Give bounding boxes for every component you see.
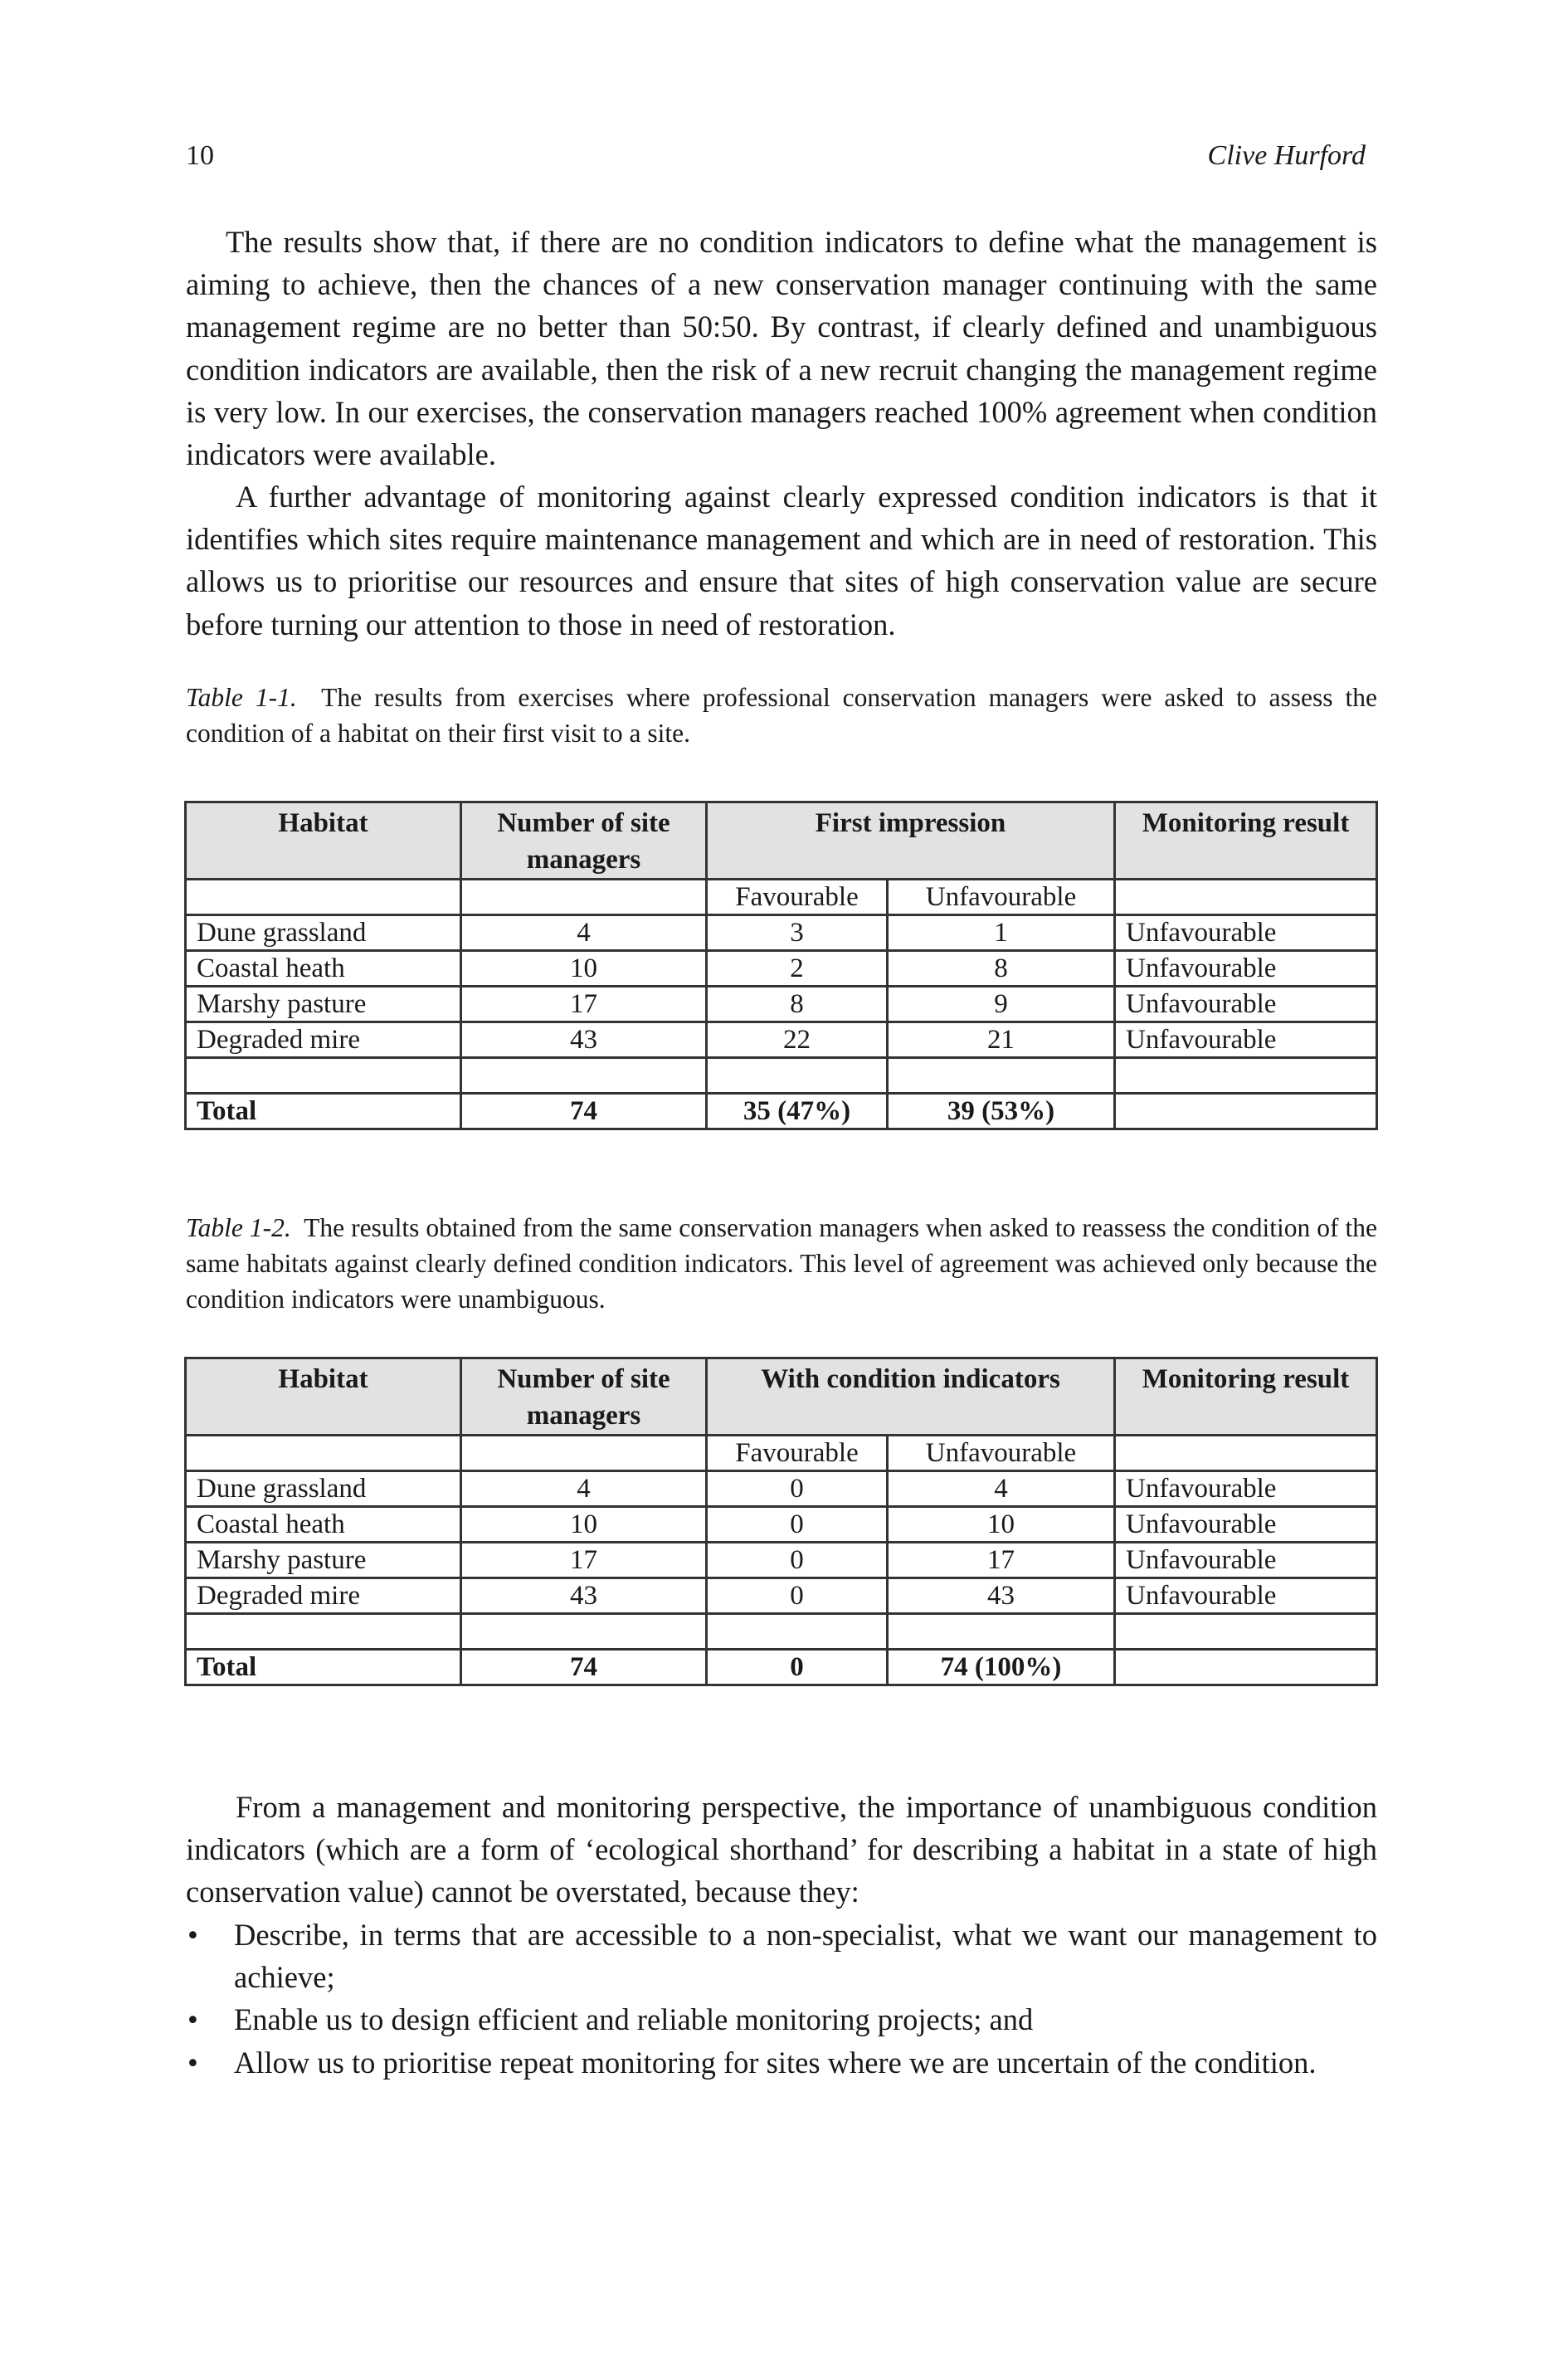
table-2-total-label: Total <box>186 1650 461 1685</box>
table-cell: 9 <box>888 987 1115 1022</box>
table-cell: 0 <box>707 1578 888 1614</box>
table-cell: 43 <box>461 1578 707 1614</box>
running-head-author: Clive Hurford <box>1207 140 1366 171</box>
table-2-total-managers: 74 <box>461 1650 707 1685</box>
bullet-icon: • <box>187 1918 198 1952</box>
table-cell: Dune grassland <box>186 1471 461 1507</box>
table-cell: 4 <box>888 1471 1115 1507</box>
table-row <box>186 987 1377 1022</box>
page-header <box>186 138 1377 174</box>
table-cell: Dune grassland <box>186 915 461 951</box>
table-2-caption-label: Table 1-2. <box>186 1213 291 1242</box>
table-2-caption-text: The results obtained from the same conservation managers when asked to reassess the condition of the same habitats against clearly defined condition indicators. This level of agreement was achieved only because the condition indicators were unambiguous. <box>186 1213 1377 1314</box>
table-1-subheader-unfavourable: Unfavourable <box>888 880 1115 915</box>
table-2-total-row <box>186 1650 1377 1685</box>
table-cell: 8 <box>707 987 888 1022</box>
table-2 <box>184 1357 1378 1686</box>
table-1-total-row <box>186 1094 1377 1129</box>
bullet-text: Describe, in terms that are accessible to a non-specialist, what we want our management to achieve; <box>234 1918 1377 1995</box>
table-row <box>186 1022 1377 1058</box>
table-2-header-with-condition-indicators: With condition indicators <box>707 1358 1115 1436</box>
bullet-text: Allow us to prioritise repeat monitoring for sites where we are uncertain of the condition. <box>234 2045 1317 2080</box>
table-cell: 0 <box>707 1543 888 1578</box>
table-1-caption-text: The results from exercises where professional conservation managers were asked to assess the condition of a habitat on their first visit to a site. <box>186 683 1377 748</box>
table-row <box>186 951 1377 987</box>
table-cell: 4 <box>461 1471 707 1507</box>
table-1-total-favourable: 35 (47%) <box>707 1094 888 1129</box>
table-cell: Unfavourable <box>1115 951 1377 987</box>
table-2-header-habitat: Habitat <box>186 1358 461 1436</box>
bullet-icon: • <box>187 2045 198 2080</box>
table-cell: 17 <box>888 1543 1115 1578</box>
table-cell: Unfavourable <box>1115 915 1377 951</box>
benefits-bullet-list <box>186 1914 1377 2084</box>
table-row <box>186 1507 1377 1543</box>
table-1-header-managers: Number of site managers <box>461 802 707 880</box>
table-1-total-label: Total <box>186 1094 461 1129</box>
table-cell: Unfavourable <box>1115 1471 1377 1507</box>
table-1-header-habitat: Habitat <box>186 802 461 880</box>
table-cell: Marshy pasture <box>186 987 461 1022</box>
table-cell: 43 <box>461 1022 707 1058</box>
table-1-caption <box>186 680 1377 751</box>
table-cell: 10 <box>888 1507 1115 1543</box>
table-2-total-unfavourable: 74 (100%) <box>888 1650 1115 1685</box>
list-item <box>186 1914 1377 1998</box>
table-1-subheader-favourable: Favourable <box>707 880 888 915</box>
table-cell: Unfavourable <box>1115 1543 1377 1578</box>
table-2-header-managers: Number of site managers <box>461 1358 707 1436</box>
table-cell: Unfavourable <box>1115 1578 1377 1614</box>
table-cell: 2 <box>707 951 888 987</box>
table-cell: 4 <box>461 915 707 951</box>
table-1-header-monitoring-result: Monitoring result <box>1115 802 1377 880</box>
table-cell: Degraded mire <box>186 1022 461 1058</box>
table-cell: Coastal heath <box>186 951 461 987</box>
table-cell: Degraded mire <box>186 1578 461 1614</box>
table-2-subheader-unfavourable: Unfavourable <box>888 1436 1115 1471</box>
table-cell: 0 <box>707 1471 888 1507</box>
table-1 <box>184 801 1378 1130</box>
table-cell: Coastal heath <box>186 1507 461 1543</box>
table-1-total-managers: 74 <box>461 1094 707 1129</box>
table-cell: 10 <box>461 1507 707 1543</box>
table-cell: 0 <box>707 1507 888 1543</box>
table-cell: 10 <box>461 951 707 987</box>
page-number: 10 <box>186 140 214 171</box>
body-paragraph-2: A further advantage of monitoring against clearly expressed condition indicators is that it identifies which sites require maintenance management and which are in need of restoration. This allows us to prioritise our resources and ensure that sites of high conservation value are secure before turning our attention to those in need of restoration. <box>186 480 1377 641</box>
table-2-subheader-favourable: Favourable <box>707 1436 888 1471</box>
table-cell: 8 <box>888 951 1115 987</box>
table-2-caption <box>186 1210 1377 1317</box>
table-cell: Unfavourable <box>1115 987 1377 1022</box>
table-2-blank-row <box>186 1614 1377 1650</box>
table-cell: 21 <box>888 1022 1115 1058</box>
table-row <box>186 1471 1377 1507</box>
table-cell: 43 <box>888 1578 1115 1614</box>
table-row <box>186 915 1377 951</box>
table-cell: Unfavourable <box>1115 1507 1377 1543</box>
table-row <box>186 1543 1377 1578</box>
table-1-header-row <box>186 802 1377 880</box>
table-1-header-first-impression: First impression <box>707 802 1115 880</box>
table-2-header-monitoring-result: Monitoring result <box>1115 1358 1377 1436</box>
table-cell: 22 <box>707 1022 888 1058</box>
table-2-total-favourable: 0 <box>707 1650 888 1685</box>
table-1-subheader-row <box>186 880 1377 915</box>
bullet-text: Enable us to design efficient and reliable monitoring projects; and <box>234 2002 1034 2037</box>
list-item <box>186 1998 1377 2041</box>
table-cell: 17 <box>461 987 707 1022</box>
table-cell: 3 <box>707 915 888 951</box>
table-1-total-unfavourable: 39 (53%) <box>888 1094 1115 1129</box>
table-1-total-result <box>1115 1094 1377 1129</box>
table-cell: 17 <box>461 1543 707 1578</box>
list-item <box>186 2041 1377 2084</box>
closing-paragraph: From a management and monitoring perspective, the importance of unambiguous condition indicators (which are a form of ‘ecological shorthand’ for describing a habitat in a state of high conservation value) cannot be overstated, because they: <box>186 1790 1377 1909</box>
table-cell: Marshy pasture <box>186 1543 461 1578</box>
table-cell: 1 <box>888 915 1115 951</box>
table-2-header-row <box>186 1358 1377 1436</box>
table-2-subheader-row <box>186 1436 1377 1471</box>
table-2-total-result <box>1115 1650 1377 1685</box>
bullet-icon: • <box>187 2002 198 2037</box>
table-row <box>186 1578 1377 1614</box>
table-cell: Unfavourable <box>1115 1022 1377 1058</box>
body-paragraph-1: The results show that, if there are no condition indicators to define what the management is aiming to achieve, then the chances of a new conservation manager continuing with the same management regime are no better than 50:50. By contrast, if clearly defined and unambiguous condition indicators are available, then the risk of a new recruit changing the management regime is very low. In our exercises, the conservation managers reached 100% agreement when condition indicators were available. <box>186 225 1377 472</box>
table-1-caption-label: Table 1-1. <box>186 683 297 712</box>
table-1-blank-row <box>186 1058 1377 1094</box>
